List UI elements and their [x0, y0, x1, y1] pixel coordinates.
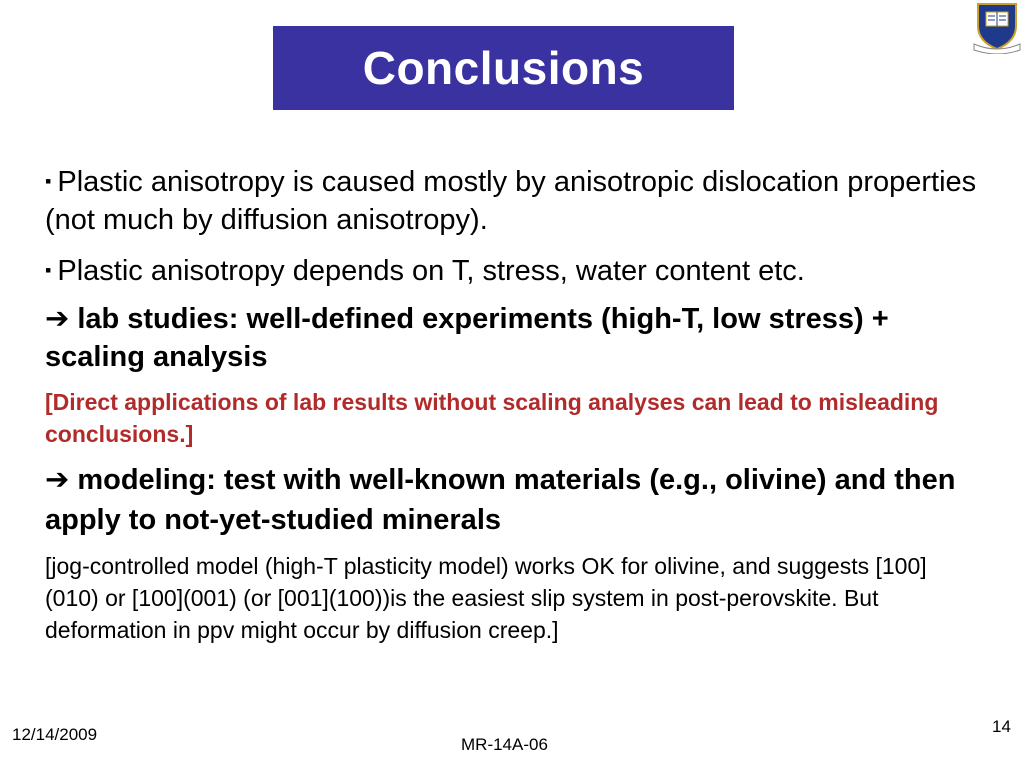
title-banner [273, 26, 734, 110]
page-title: Conclusions [362, 42, 645, 94]
modeling-line [45, 460, 980, 540]
slide-content [45, 162, 980, 646]
arrow-right-icon: ➔ [45, 464, 70, 496]
bullet-anisotropy-dependence-text: Plastic anisotropy depends on T, stress, water content etc. [57, 255, 805, 287]
footer-date: 12/14/2009 [12, 725, 98, 744]
bullet-anisotropy-dependence [45, 251, 980, 290]
bullet-marker: ▪ [45, 171, 52, 191]
page-number: 14 [992, 717, 1011, 736]
modeling-text: modeling: test with well-known materials (e.g., olivine) and then apply to not-yet-studied minerals [45, 464, 956, 536]
modeling-note: [jog-controlled model (high-T plasticity model) works OK for olivine, and suggests [100](010) or [100](001) (or [001](100))is the easiest slip system in post-perovskite. But deformation in ppv might occur by diffusion creep.] [45, 553, 927, 643]
footer-label: MR-14A-06 [461, 735, 548, 754]
bullet-marker: ▪ [45, 260, 52, 280]
university-seal-icon [970, 0, 1024, 54]
bullet-anisotropy-cause [45, 162, 980, 239]
lab-studies-line [45, 300, 980, 376]
bullet-anisotropy-cause-text: Plastic anisotropy is caused mostly by anisotropic dislocation properties (not much by diffusion anisotropy). [45, 166, 977, 236]
lab-studies-note: [Direct applications of lab results without scaling analyses can lead to misleading conclusions.] [45, 389, 939, 447]
arrow-right-icon: ➔ [45, 303, 70, 335]
lab-studies-text: lab studies: well-defined experiments (high-T, low stress) + scaling analysis [45, 303, 889, 373]
